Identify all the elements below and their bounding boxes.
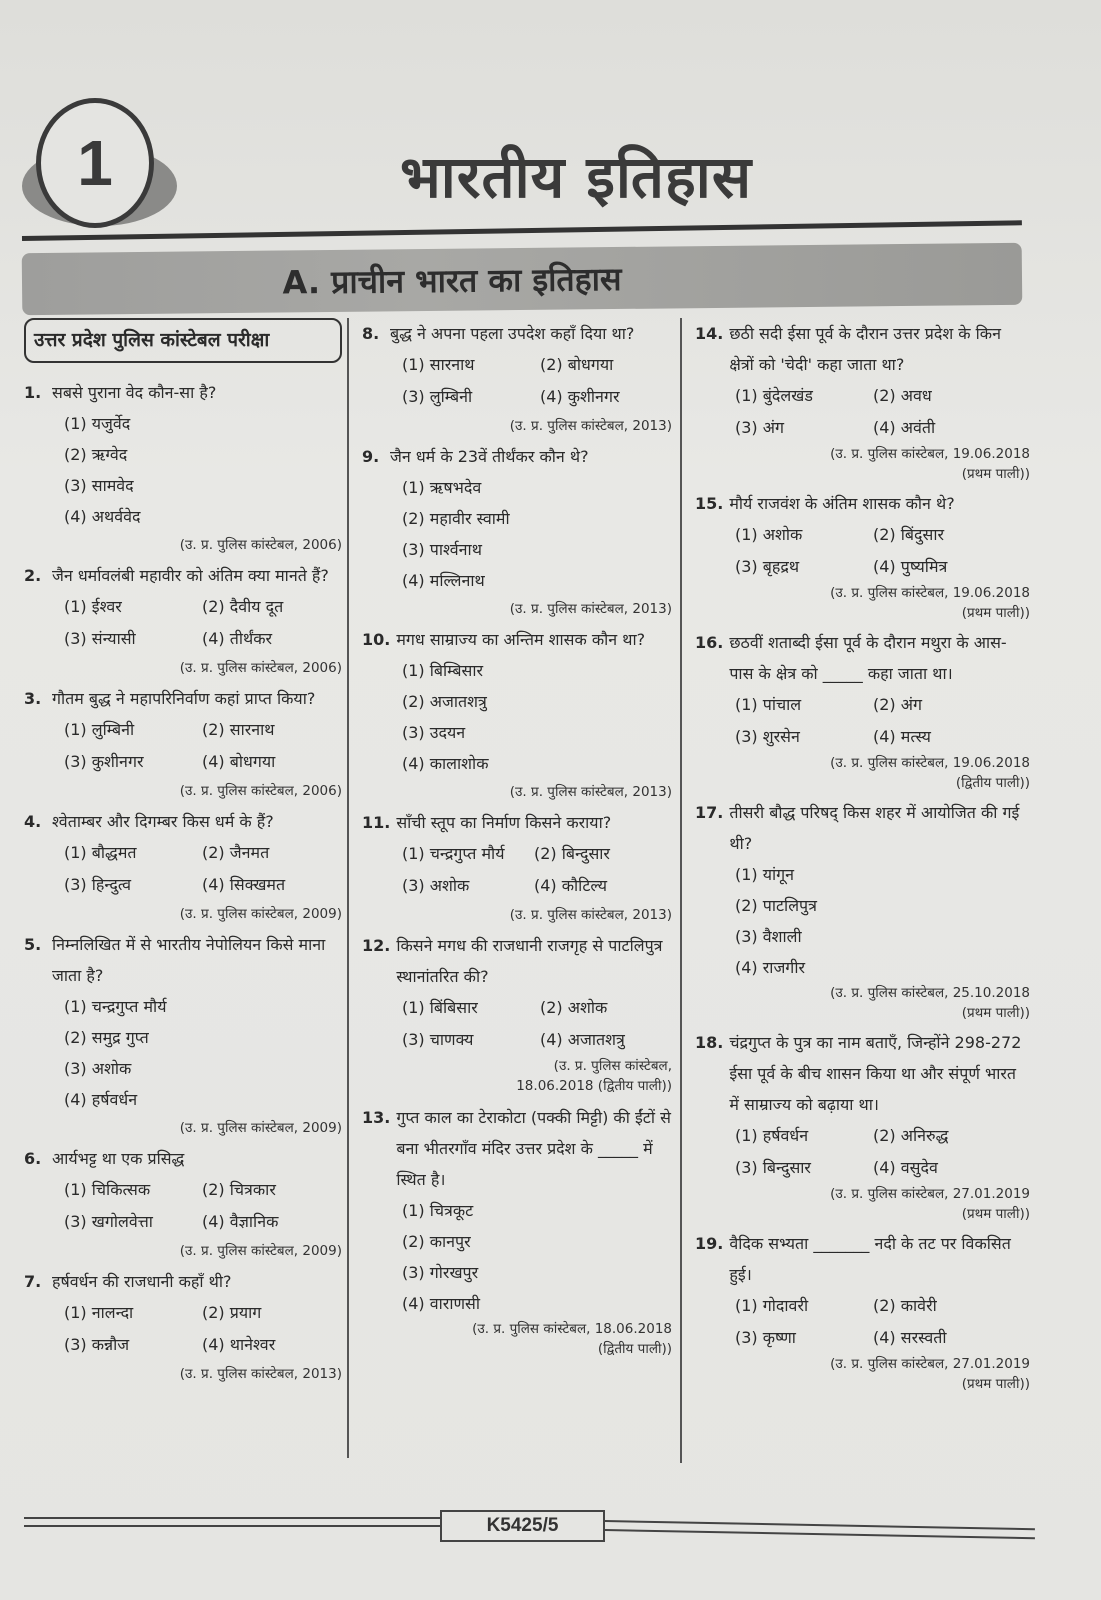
question-number: 5. (24, 934, 42, 954)
question-source: (उ. प्र. पुलिस कांस्टेबल, 19.06.2018 (830, 585, 1030, 601)
option: (2) अजातशत्रु (402, 692, 487, 711)
question-source: (उ. प्र. पुलिस कांस्टेबल, 27.01.2019 (830, 1186, 1030, 1202)
option: (3) संन्यासी (64, 628, 136, 648)
question-2 (24, 560, 342, 681)
question-source: (उ. प्र. पुलिस कांस्टेबल, 27.01.2019 (830, 1356, 1030, 1372)
option: (2) कावेरी (873, 1296, 937, 1315)
question-source: (उ. प्र. पुलिस कांस्टेबल, 2009) (179, 1119, 342, 1136)
question-3 (24, 683, 342, 804)
question-source: (उ. प्र. पुलिस कांस्टेबल, 19.06.2018 (830, 755, 1030, 771)
option: (2) कानपुर (402, 1232, 471, 1251)
option: (1) ईश्वर (64, 596, 122, 616)
exam-heading: उत्तर प्रदेश पुलिस कांस्टेबल परीक्षा (24, 318, 342, 363)
option: (1) हर्षवर्धन (735, 1126, 809, 1145)
question-number: 14. (695, 324, 724, 343)
question-7 (24, 1266, 342, 1387)
option: (4) वसुदेव (873, 1158, 938, 1177)
option: (2) अवध (873, 386, 932, 405)
question-source-shift: (प्रथम पाली)) (961, 1206, 1030, 1222)
question-source: (उ. प्र. पुलिस कांस्टेबल, 2013) (509, 784, 672, 800)
question-number: 10. (362, 630, 391, 649)
option: (3) कृष्णा (735, 1328, 796, 1347)
question-number: 6. (24, 1148, 42, 1168)
question-text: आर्यभट्ट था एक प्रसिद्ध (52, 1148, 185, 1168)
option: (4) सिक्खमत (202, 874, 286, 894)
option: (2) बिंदुसार (873, 525, 945, 544)
question-number: 11. (362, 813, 391, 832)
option: (2) समुद्र गुप्त (64, 1027, 149, 1047)
option: (1) नालन्दा (64, 1302, 134, 1322)
option: (3) शुरसेन (735, 727, 800, 746)
question-number: 13. (362, 1108, 391, 1127)
option: (1) चित्रकूट (402, 1201, 474, 1220)
option: (3) अशोक (64, 1058, 132, 1078)
option: (3) बृहद्रथ (735, 557, 800, 576)
option: (1) लुम्बिनी (64, 719, 135, 739)
question-text: गुप्त काल का टेराकोटा (पक्की मिट्टी) की ईंटों से बना भीतरगाँव मंदिर उत्तर प्रदेश के _____ में स्थित है। (396, 1108, 671, 1189)
question-1 (24, 377, 342, 558)
option: (2) अशोक (540, 998, 608, 1017)
option: (2) बोधगया (540, 355, 614, 374)
question-source-shift: (द्वितीय पाली)) (597, 1341, 672, 1357)
question-source-shift: (प्रथम पाली)) (961, 605, 1030, 621)
option: (2) बिन्दुसार (534, 844, 610, 863)
question-source-shift: (प्रथम पाली)) (961, 1376, 1030, 1392)
option: (1) गोदावरी (735, 1296, 809, 1315)
question-source: (उ. प्र. पुलिस कांस्टेबल, 2013) (509, 601, 672, 617)
option: (3) कुशीनगर (64, 751, 144, 771)
question-text: निम्नलिखित में से भारतीय नेपोलियन किसे माना जाता है? (52, 934, 326, 985)
option: (1) चन्द्रगुप्त मौर्य (64, 996, 167, 1016)
option: (4) पुष्यमित्र (873, 557, 948, 576)
option: (4) कालाशोक (402, 754, 489, 773)
question-source: (उ. प्र. पुलिस कांस्टेबल, 2006) (179, 659, 342, 676)
option: (3) खगोलवेत्ता (64, 1211, 153, 1231)
option: (4) सरस्वती (873, 1328, 947, 1347)
option: (2) जैनमत (202, 842, 270, 862)
question-number: 4. (24, 811, 42, 831)
question-text: चंद्रगुप्त के पुत्र का नाम बताएँ, जिन्होंने 298-272 ईसा पूर्व के बीच शासन किया था और संपूर्ण भारत में साम्राज्य को बढ़ाया था। (729, 1033, 1022, 1114)
question-source: (उ. प्र. पुलिस कांस्टेबल, 2006) (179, 536, 342, 553)
question-8 (362, 318, 672, 439)
option: (4) कौटिल्य (534, 876, 607, 895)
question-text: मौर्य राजवंश के अंतिम शासक कौन थे? (729, 494, 955, 513)
question-text: छठी सदी ईसा पूर्व के दौरान उत्तर प्रदेश के किन क्षेत्रों को 'चेदी' कहा जाता था? (729, 324, 1001, 374)
chapter-number-badge (22, 98, 172, 223)
option: (1) चिकित्सक (64, 1179, 151, 1199)
option: (2) अंग (873, 695, 922, 714)
question-11 (362, 807, 672, 928)
question-source: (उ. प्र. पुलिस कांस्टेबल, 25.10.2018 (830, 985, 1030, 1001)
option: (1) पांचाल (735, 695, 802, 714)
question-source: (उ. प्र. पुलिस कांस्टेबल, 2009) (179, 905, 342, 922)
footer-rule (24, 1517, 440, 1519)
chapter-number: 1 (36, 98, 154, 228)
question-number: 18. (695, 1033, 724, 1052)
option: (3) उदयन (402, 723, 466, 742)
question-6 (24, 1143, 342, 1264)
option: (4) वैज्ञानिक (202, 1211, 279, 1231)
question-14 (695, 318, 1030, 484)
option: (3) पार्श्वनाथ (402, 540, 482, 559)
option: (4) अजातशत्रु (540, 1030, 625, 1049)
question-12 (362, 930, 672, 1096)
option: (1) बिम्बिसार (402, 661, 484, 680)
option: (1) यांगून (735, 865, 795, 884)
option: (2) चित्रकार (202, 1179, 276, 1199)
question-text: साँची स्तूप का निर्माण किसने कराया? (396, 813, 612, 832)
column-divider (347, 318, 349, 1458)
option: (4) बोधगया (202, 751, 276, 771)
option: (1) बिंबिसार (402, 998, 478, 1017)
option: (3) गोरखपुर (402, 1263, 479, 1282)
question-source: (उ. प्र. पुलिस कांस्टेबल, 2009) (179, 1242, 342, 1259)
question-source: (उ. प्र. पुलिस कांस्टेबल, 19.06.2018 (830, 446, 1030, 462)
question-source: (उ. प्र. पुलिस कांस्टेबल, 2006) (179, 782, 342, 799)
question-number: 15. (695, 494, 724, 513)
question-19 (695, 1228, 1030, 1394)
question-number: 7. (24, 1271, 42, 1291)
option: (4) तीर्थंकर (202, 628, 273, 648)
question-5 (24, 929, 342, 1141)
option: (3) अशोक (402, 876, 470, 895)
question-number: 19. (695, 1234, 724, 1253)
option: (3) अंग (735, 418, 784, 437)
section-title: A. प्राचीन भारत का इतिहास (282, 259, 622, 302)
option: (3) लुम्बिनी (402, 387, 473, 406)
option: (1) चन्द्रगुप्त मौर्य (402, 844, 505, 863)
question-18 (695, 1027, 1030, 1224)
question-text: तीसरी बौद्ध परिषद् किस शहर में आयोजित की गई थी? (729, 803, 1020, 853)
question-number: 12. (362, 936, 391, 955)
question-text: छठवीं शताब्दी ईसा पूर्व के दौरान मथुरा के आस-पास के क्षेत्र को _____ कहा जाता था। (729, 633, 1007, 683)
option: (2) प्रयाग (202, 1302, 262, 1322)
question-text: जैन धर्मावलंबी महावीर को अंतिम क्या मानते हैं? (52, 565, 329, 585)
option: (1) सारनाथ (402, 355, 475, 374)
option: (2) ऋग्वेद (64, 444, 128, 464)
question-10 (362, 624, 672, 805)
option: (4) राजगीर (735, 958, 806, 977)
option: (3) चाणक्य (402, 1030, 474, 1049)
option: (1) ऋषभदेव (402, 478, 482, 497)
question-source-shift: 18.06.2018 (द्वितीय पाली)) (516, 1078, 672, 1094)
column-1 (24, 318, 342, 1389)
question-text: हर्षवर्धन की राजधानी कहाँ थी? (52, 1271, 232, 1291)
question-source-shift: (प्रथम पाली)) (961, 466, 1030, 482)
question-text: वैदिक सभ्यता _______ नदी के तट पर विकसित हुई। (729, 1234, 1011, 1284)
question-source: (उ. प्र. पुलिस कांस्टेबल, (553, 1058, 672, 1074)
question-text: गौतम बुद्ध ने महापरिनिर्वाण कहां प्राप्त किया? (52, 688, 316, 708)
question-text: सबसे पुराना वेद कौन-सा है? (52, 382, 217, 402)
question-source: (उ. प्र. पुलिस कांस्टेबल, 2013) (509, 907, 672, 923)
option: (2) सारनाथ (202, 719, 275, 739)
question-number: 2. (24, 565, 42, 585)
footer-rule (24, 1525, 440, 1527)
option: (4) थानेश्वर (202, 1334, 276, 1354)
option: (4) कुशीनगर (540, 387, 620, 406)
footer-rule (605, 1520, 1035, 1530)
question-source: (उ. प्र. पुलिस कांस्टेबल, 18.06.2018 (472, 1321, 672, 1337)
question-text: श्वेताम्बर और दिगम्बर किस धर्म के हैं? (52, 811, 274, 831)
option: (2) अनिरुद्ध (873, 1126, 949, 1145)
option: (3) कन्नौज (64, 1334, 130, 1354)
footer-rule (605, 1529, 1035, 1539)
option: (1) बौद्धमत (64, 842, 137, 862)
option: (2) महावीर स्वामी (402, 509, 510, 528)
column-divider (680, 318, 682, 1463)
option: (1) बुंदेलखंड (735, 386, 813, 405)
option: (3) वैशाली (735, 927, 802, 946)
section-banner (22, 243, 1023, 315)
question-text: किसने मगध की राजधानी राजगृह से पाटलिपुत्र स्थानांतरित की? (396, 936, 663, 986)
column-3 (695, 318, 1030, 1396)
question-number: 8. (362, 324, 380, 343)
question-13 (362, 1102, 672, 1359)
question-17 (695, 797, 1030, 1023)
question-source-shift: (द्वितीय पाली)) (955, 775, 1030, 791)
option: (1) यजुर्वेद (64, 413, 131, 433)
option: (3) सामवेद (64, 475, 134, 495)
question-number: 16. (695, 633, 724, 652)
question-number: 9. (362, 447, 380, 466)
option: (3) हिन्दुत्व (64, 874, 131, 894)
option: (4) मत्स्य (873, 727, 931, 746)
question-source: (उ. प्र. पुलिस कांस्टेबल, 2013) (179, 1365, 342, 1382)
option: (4) हर्षवर्धन (64, 1089, 138, 1109)
option: (2) दैवीय दूत (202, 596, 284, 616)
question-source-shift: (प्रथम पाली)) (961, 1005, 1030, 1021)
page-code: K5425/5 (440, 1510, 605, 1542)
option: (4) अवंती (873, 418, 936, 437)
question-15 (695, 488, 1030, 623)
option: (4) अथर्ववेद (64, 506, 141, 526)
question-source: (उ. प्र. पुलिस कांस्टेबल, 2013) (509, 418, 672, 434)
option: (4) मल्लिनाथ (402, 571, 485, 590)
option: (1) अशोक (735, 525, 803, 544)
question-9 (362, 441, 672, 622)
option: (2) पाटलिपुत्र (735, 896, 817, 915)
question-number: 17. (695, 803, 724, 822)
question-4 (24, 806, 342, 927)
column-2 (362, 318, 672, 1361)
option: (3) बिन्दुसार (735, 1158, 811, 1177)
question-text: बुद्ध ने अपना पहला उपदेश कहाँ दिया था? (390, 324, 635, 343)
question-text: जैन धर्म के 23वें तीर्थंकर कौन थे? (390, 447, 589, 466)
question-number: 3. (24, 688, 42, 708)
question-16 (695, 627, 1030, 793)
question-text: मगध साम्राज्य का अन्तिम शासक कौन था? (396, 630, 646, 649)
question-number: 1. (24, 382, 42, 402)
title-divider (22, 220, 1022, 241)
option: (4) वाराणसी (402, 1294, 481, 1313)
chapter-title: भारतीय इतिहास (400, 143, 753, 211)
